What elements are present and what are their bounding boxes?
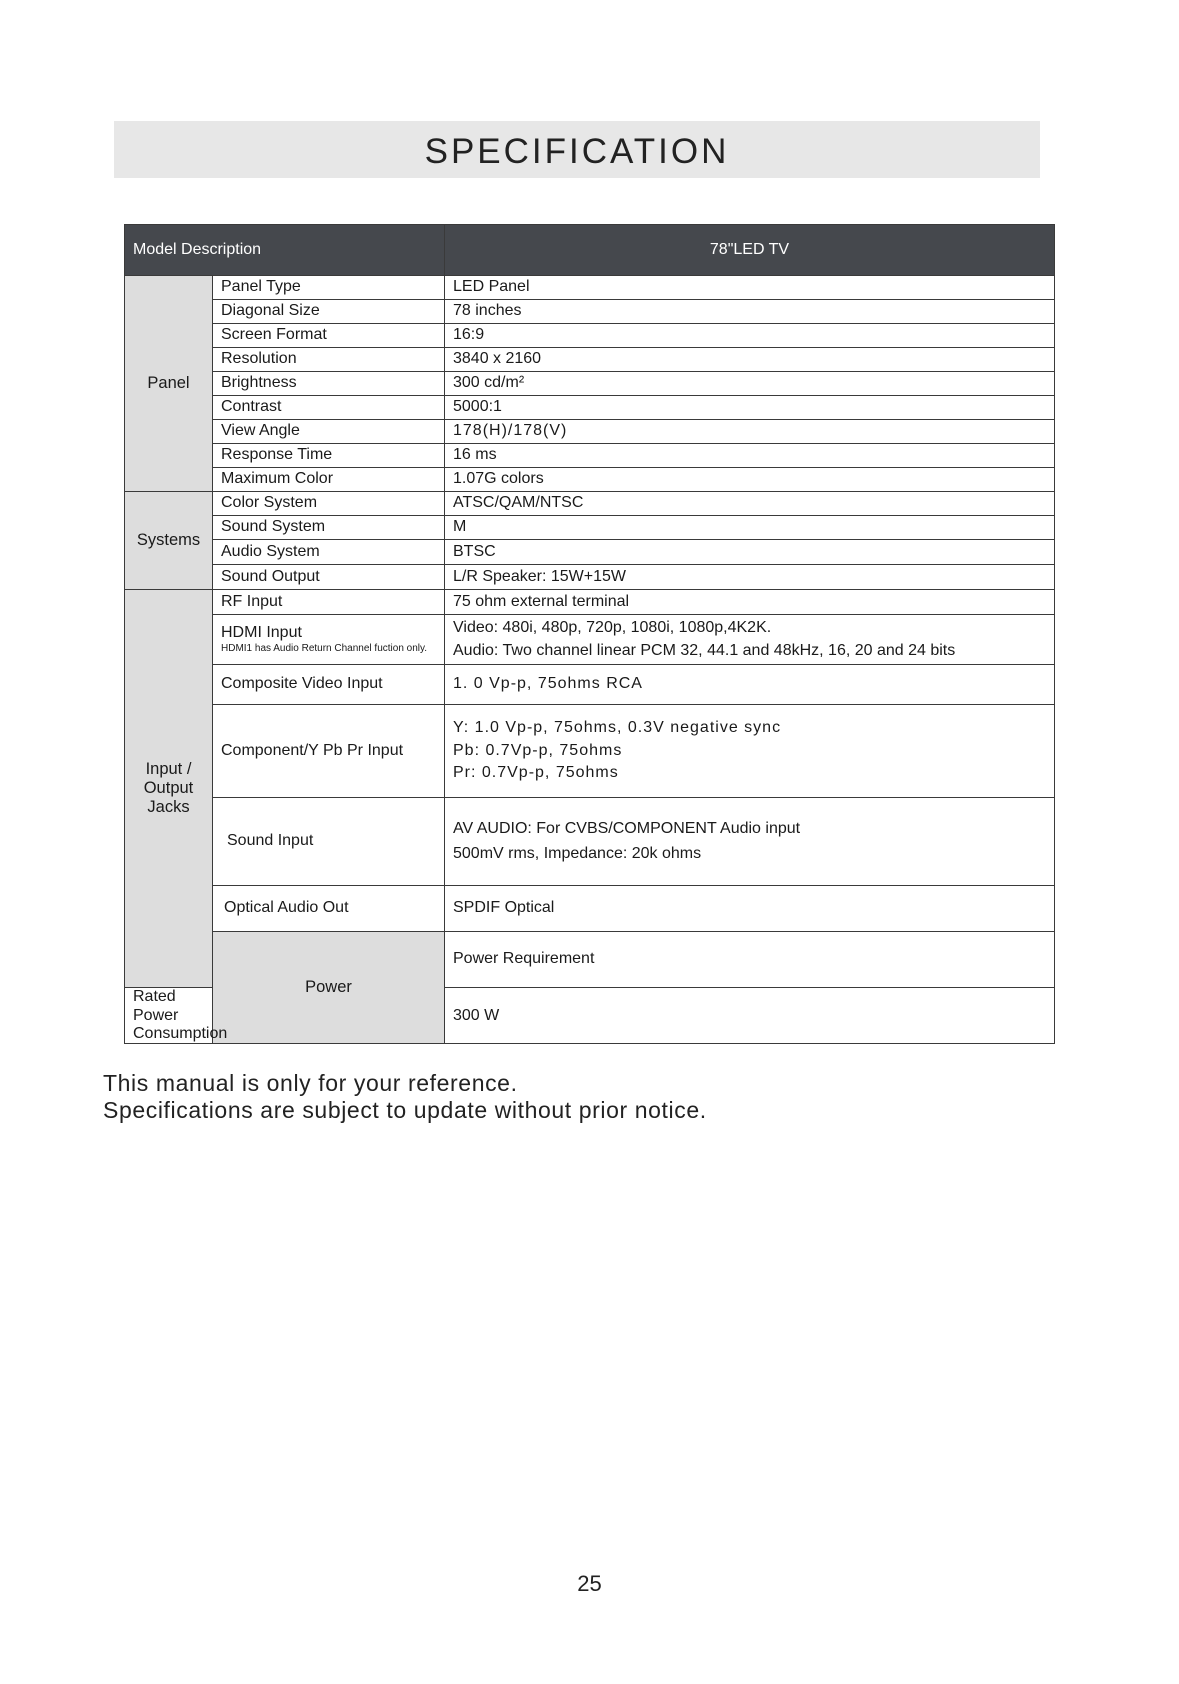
table-row: [125, 516, 1055, 540]
table-row: [125, 615, 1055, 665]
category-panel: Panel: [125, 276, 213, 492]
param-label: Rated Power Consumption: [125, 988, 213, 1044]
param-label: Optical Audio Out: [213, 886, 445, 932]
component-pb: Pb: 0.7Vp-p, 75ohms: [453, 741, 623, 759]
param-label: RF Input: [213, 590, 445, 615]
header-model-description: Model Description: [125, 225, 445, 276]
sound-input-line2: 500mV rms, Impedance: 20k ohms: [453, 845, 702, 862]
table-row: [125, 492, 1055, 516]
param-label: Color System: [213, 492, 445, 516]
param-label: Diagonal Size: [213, 300, 445, 324]
param-value: 300 cd/m²: [445, 372, 1055, 396]
table-row: [125, 372, 1055, 396]
category-io-line3: Jacks: [147, 798, 190, 817]
category-systems: Systems: [125, 492, 213, 590]
table-row: [125, 396, 1055, 420]
param-label: Brightness: [213, 372, 445, 396]
param-label: Composite Video Input: [213, 665, 445, 705]
category-io-line1: Input /: [145, 760, 192, 779]
param-label: Contrast: [213, 396, 445, 420]
table-row: [125, 324, 1055, 348]
table-row: [125, 540, 1055, 565]
footnote-line2: Specifications are subject to update without prior notice.: [103, 1097, 707, 1123]
hdmi-audio: Audio: Two channel linear PCM 32, 44.1 and 48kHz, 16, 20 and 24 bits: [453, 642, 956, 659]
param-value: 3840 x 2160: [445, 348, 1055, 372]
param-label: Component/Y Pb Pr Input: [213, 705, 445, 798]
category-input-output-jacks: [125, 590, 213, 988]
hdmi-value-cell: [445, 615, 1055, 665]
footnote-line1: This manual is only for your reference.: [103, 1070, 518, 1096]
page-title: SPECIFICATION: [424, 131, 730, 171]
param-label: View Angle: [213, 420, 445, 444]
table-row: [125, 444, 1055, 468]
param-value: 16 ms: [445, 444, 1055, 468]
table-row: [125, 590, 1055, 615]
header-product: 78"LED TV: [445, 225, 1055, 276]
param-label: Screen Format: [213, 324, 445, 348]
param-value: M: [445, 516, 1055, 540]
table-row: [125, 420, 1055, 444]
table-row: [125, 705, 1055, 798]
specification-table: [124, 224, 1055, 1044]
param-value: L/R Speaker: 15W+15W: [445, 565, 1055, 590]
component-value-cell: [445, 705, 1055, 798]
hdmi-note: HDMI1 has Audio Return Channel fuction only.: [221, 643, 428, 655]
category-io-line2: Output: [143, 779, 194, 798]
param-value: LED Panel: [445, 276, 1055, 300]
table-header-row: [125, 225, 1055, 276]
component-pr: Pr: 0.7Vp-p, 75ohms: [453, 764, 619, 782]
param-value: BTSC: [445, 540, 1055, 565]
table-row: [125, 932, 1055, 988]
page-number: 25: [577, 1571, 602, 1596]
sound-input-value-cell: [445, 798, 1055, 886]
param-value: SPDIF Optical: [445, 886, 1055, 932]
param-label: Response Time: [213, 444, 445, 468]
param-value: 178(H)/178(V): [445, 420, 1055, 444]
title-band: [114, 121, 1040, 178]
table-row: [125, 665, 1055, 705]
sound-input-line1: AV AUDIO: For CVBS/COMPONENT Audio input: [453, 819, 801, 837]
category-power: Power: [213, 932, 445, 1044]
table-row: [125, 886, 1055, 932]
param-label: HDMI Input: [221, 624, 302, 642]
param-value: ATSC/QAM/NTSC: [445, 492, 1055, 516]
param-label: Resolution: [213, 348, 445, 372]
table-row: [125, 468, 1055, 492]
hdmi-video: Video: 480i, 480p, 720p, 1080i, 1080p,4K2K.: [453, 618, 772, 636]
table-row: [125, 276, 1055, 300]
param-value: 1. 0 Vp-p, 75ohms RCA: [445, 665, 1055, 705]
hdmi-param-cell: [213, 615, 445, 665]
param-label: Sound Input: [213, 798, 445, 886]
table-row: [125, 798, 1055, 886]
footnote: [103, 1070, 707, 1124]
table-row: [125, 348, 1055, 372]
param-label: Sound System: [213, 516, 445, 540]
param-label: Sound Output: [213, 565, 445, 590]
param-label: Audio System: [213, 540, 445, 565]
component-y: Y: 1.0 Vp-p, 75ohms, 0.3V negative sync: [453, 719, 782, 737]
param-label: Panel Type: [213, 276, 445, 300]
param-label: Power Requirement: [445, 932, 1055, 988]
table-row: [125, 300, 1055, 324]
param-value: 5000:1: [445, 396, 1055, 420]
param-value: 16:9: [445, 324, 1055, 348]
param-value: 78 inches: [445, 300, 1055, 324]
param-label: Maximum Color: [213, 468, 445, 492]
param-value: 300 W: [445, 988, 1055, 1044]
param-value: 1.07G colors: [445, 468, 1055, 492]
param-value: 75 ohm external terminal: [445, 590, 1055, 615]
table-row: [125, 565, 1055, 590]
